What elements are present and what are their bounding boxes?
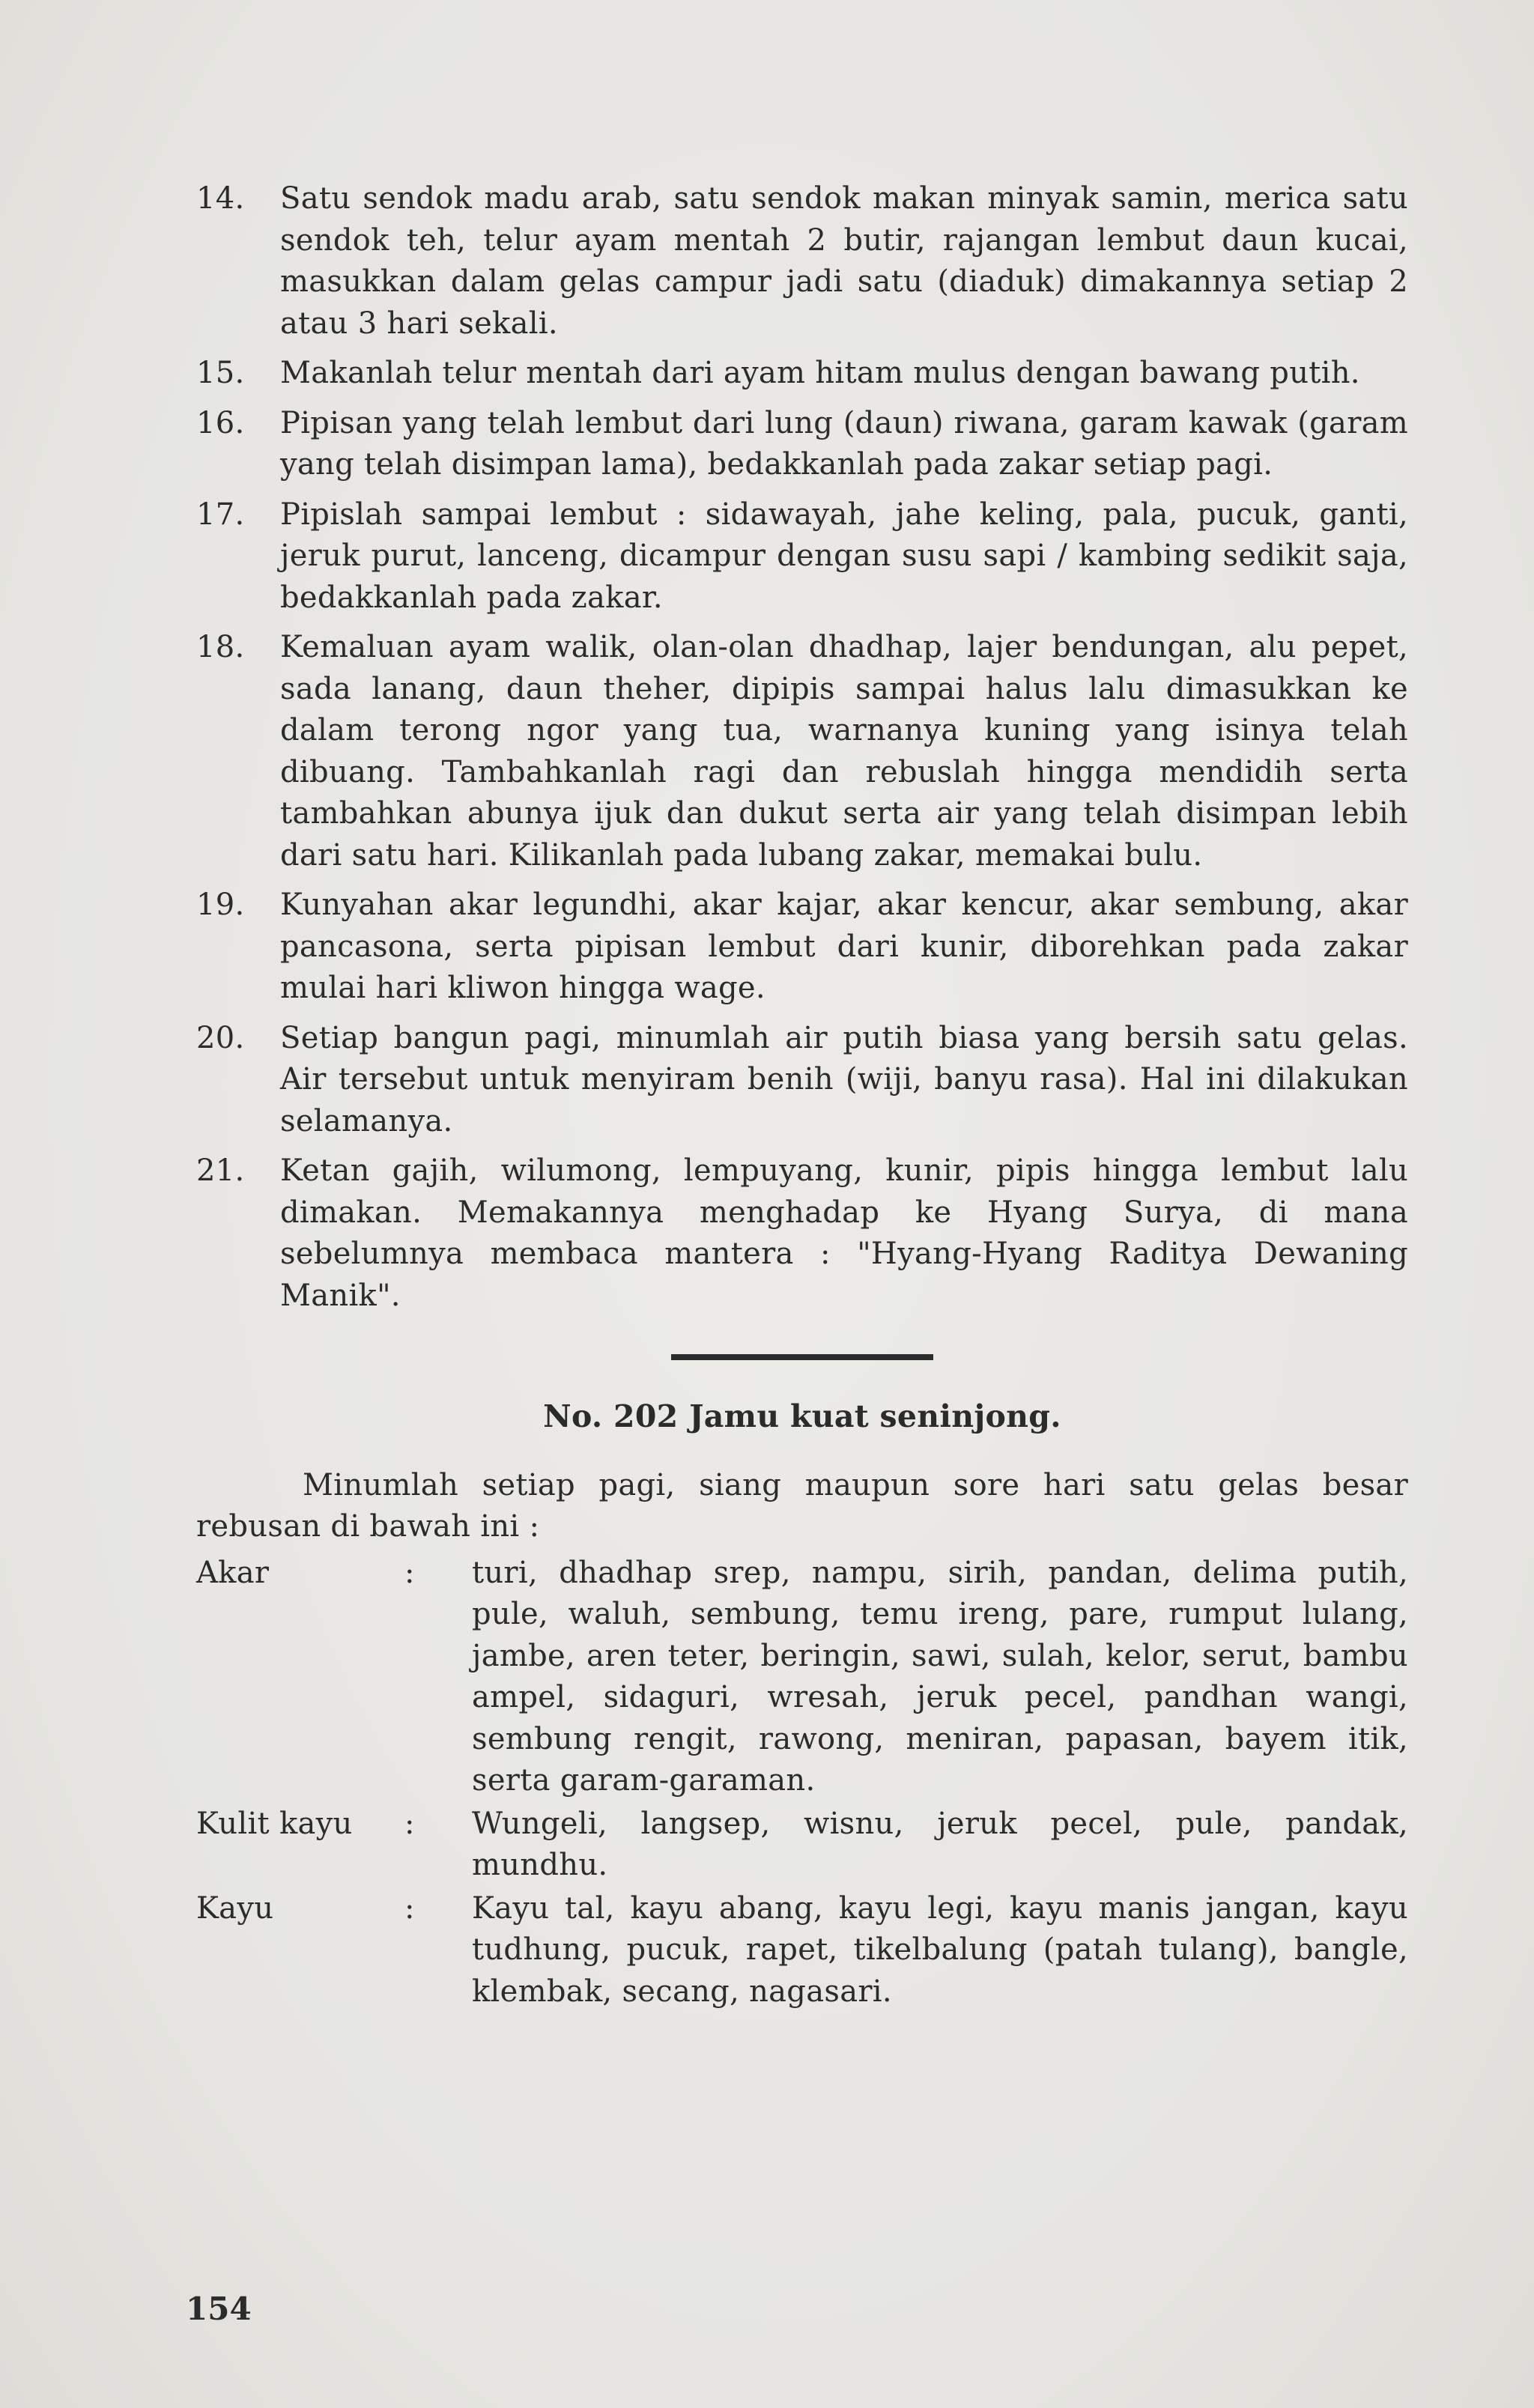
list-item — [196, 403, 1408, 486]
item-text: Ketan gajih, wilumong, lempuyang, kunir, pipis hingga lembut lalu dimakan. Memakannya menghadap ke Hyang Surya, di mana sebelumnya membaca mantera : "Hyang-Hyang Raditya Dewaning Manik". — [280, 1153, 1408, 1313]
item-text: Kemaluan ayam walik, olan-olan dhadhap, lajer bendungan, alu pepet, sada lanang, daun theher, dipipis sampai halus lalu dimasukkan ke dalam terong ngor yang tua, warnanya kuning yang isinya telah dibuang. Tambahkanlah ragi dan rebuslah hingga mendidih serta tambahkan abunya ijuk dan dukut serta air yang telah disimpan lebih dari satu hari. Kilikanlah pada lubang zakar, memakai bulu. — [280, 630, 1408, 873]
section-divider — [671, 1354, 933, 1360]
item-number: 19. — [196, 888, 245, 922]
ingredient-value: Kayu tal, kayu abang, kayu legi, kayu manis jangan, kayu tudhung, pucuk, rapet, tikelbalung (patah tulang), bangle, klembak, secang, nagasari. — [472, 1890, 1408, 2009]
list-item — [196, 494, 1408, 619]
list-item — [196, 178, 1408, 345]
ingredient-row — [196, 1888, 1408, 2013]
list-item — [196, 1150, 1408, 1317]
item-number: 20. — [196, 1020, 245, 1055]
ingredient-label: Akar — [196, 1555, 270, 1590]
item-number: 18. — [196, 630, 245, 664]
ingredient-label: Kulit kayu — [196, 1806, 353, 1841]
item-text: Setiap bangun pagi, minumlah air putih biasa yang bersih satu gelas. Air tersebut untuk menyiram benih (wiji, banyu rasa). Hal ini dilakukan selamanya. — [280, 1020, 1408, 1138]
list-item — [196, 627, 1408, 876]
list-item — [196, 353, 1408, 395]
ingredient-label: Kayu — [196, 1890, 274, 1926]
ingredient-row — [196, 1804, 1408, 1887]
item-number: 14. — [196, 181, 245, 216]
item-text: Pipisan yang telah lembut dari lung (daun) riwana, garam kawak (garam yang telah disimpan lama), bedakkanlah pada zakar setiap pagi. — [280, 405, 1408, 482]
item-number: 21. — [196, 1153, 245, 1188]
item-number: 15. — [196, 356, 245, 390]
item-text: Satu sendok madu arab, satu sendok makan minyak samin, merica satu sendok teh, telur ayam mentah 2 butir, rajangan lembut daun kucai, masukkan dalam gelas campur jadi satu (diaduk) dimakannya setiap 2 atau 3 hari sekali. — [280, 181, 1408, 341]
section-intro: Minumlah setiap pagi, siang maupun sore hari satu gelas besar rebusan di bawah ini : — [196, 1467, 1408, 1544]
ingredient-value: turi, dhadhap srep, nampu, sirih, pandan, delima putih, pule, waluh, sembung, temu ireng, pare, rumput lulang, jambe, aren teter, beringin, sawi, sulah, kelor, serut, bambu ampel, sidaguri, wresah, jeruk pecel, pandhan wangi, sembung rengit, rawong, meniran, papasan, bayem itik, serta garam-garaman. — [472, 1555, 1408, 1798]
list-item — [196, 885, 1408, 1010]
item-text: Pipislah sampai lembut : sidawayah, jahe keling, pala, pucuk, ganti, jeruk purut, lanceng, dicampur dengan susu sapi / kambing sedikit saja, bedakkanlah pada zakar. — [280, 497, 1408, 615]
page-number: 154 — [186, 2290, 252, 2327]
ingredient-value: Wungeli, langsep, wisnu, jeruk pecel, pule, pandak, mundhu. — [472, 1806, 1408, 1882]
page-content — [196, 178, 1408, 2014]
list-item — [196, 1018, 1408, 1143]
item-text: Kunyahan akar legundhi, akar kajar, akar kencur, akar sembung, akar pancasona, serta pipisan lembut dari kunir, diborehkan pada zakar mulai hari kliwon hingga wage. — [280, 888, 1408, 1005]
ingredient-colon: : — [404, 1555, 415, 1590]
ingredient-row — [196, 1553, 1408, 1802]
item-number: 16. — [196, 405, 245, 440]
item-number: 17. — [196, 497, 245, 532]
ingredient-colon: : — [404, 1806, 415, 1841]
section-heading: No. 202 Jamu kuat seninjong. — [543, 1398, 1061, 1434]
item-text: Makanlah telur mentah dari ayam hitam mulus dengan bawang putih. — [280, 356, 1360, 390]
ingredient-colon: : — [404, 1890, 415, 1926]
